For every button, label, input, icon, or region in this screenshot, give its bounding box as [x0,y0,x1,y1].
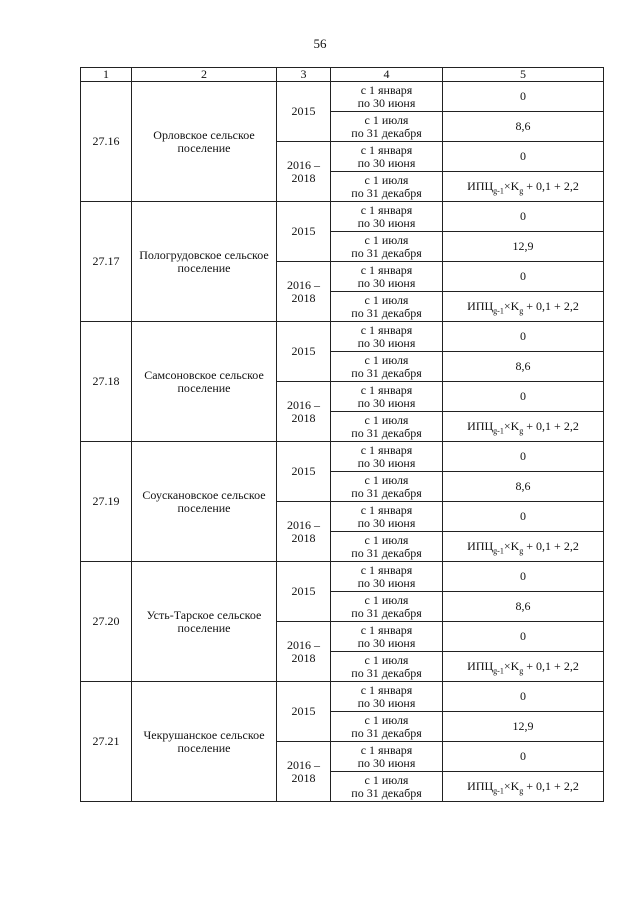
period-cell [331,142,443,172]
year-cell [277,742,331,802]
formula-tail: + 0,1 + 2,2 [523,419,579,433]
formula-base: ИПЦ [467,659,494,673]
value-cell: 0 [443,742,604,772]
tariff-table [80,67,604,802]
formula-subscript: g [519,306,524,316]
value-cell: 8,6 [443,472,604,502]
period-line: по 31 декабря [351,545,422,560]
row-number: 27.21 [81,682,132,802]
formula-tail: + 0,1 + 2,2 [523,779,579,793]
formula-subscript: g-1 [493,306,504,316]
formula-tail: + 0,1 + 2,2 [523,299,579,313]
period-line: по 30 июня [357,95,416,110]
formula-cell [443,652,604,682]
year-cell [277,322,331,382]
period-cell [331,622,443,652]
formula-cell [443,292,604,322]
formula-base: ИПЦ [467,539,494,553]
period-line: по 30 июня [357,455,416,470]
period-line: с 1 января [360,562,413,577]
period-line: с 1 января [360,742,413,757]
table-row [81,82,604,112]
table-row [81,322,604,352]
period-cell [331,592,443,622]
row-number: 27.19 [81,442,132,562]
year-line: 2016 – [287,157,320,172]
value-cell: 0 [443,442,604,472]
period-line: с 1 января [360,202,413,217]
formula-coefficient: ×K [503,539,520,553]
period-cell [331,742,443,772]
settlement-name: Орловское сельское поселение [132,82,277,202]
period-line: по 31 декабря [351,425,422,440]
period-cell [331,292,443,322]
year-cell [277,262,331,322]
period-cell [331,712,443,742]
period-line: по 30 июня [357,335,416,350]
column-header: 1 [81,68,132,82]
period-line: с 1 января [360,142,413,157]
period-line: по 31 декабря [351,365,422,380]
year-cell [277,622,331,682]
year-line: 2016 – [287,277,320,292]
formula-subscript: g-1 [493,426,504,436]
year-cell [277,382,331,442]
year-line: 2015 [291,584,316,598]
period-cell [331,562,443,592]
formula-coefficient: ×K [503,179,520,193]
formula-subscript: g [519,786,524,796]
formula-tail: + 0,1 + 2,2 [523,179,579,193]
period-line: по 31 декабря [351,485,422,500]
period-cell [331,502,443,532]
formula-tail: + 0,1 + 2,2 [523,659,579,673]
year-line: 2018 [291,530,316,545]
value-cell: 12,9 [443,712,604,742]
value-cell: 0 [443,142,604,172]
period-line: по 31 декабря [351,305,422,320]
period-line: по 31 декабря [351,605,422,620]
period-cell [331,82,443,112]
column-header: 4 [331,68,443,82]
period-cell [331,682,443,712]
year-cell [277,442,331,502]
formula-cell [443,772,604,802]
year-line: 2018 [291,410,316,425]
formula-base: ИПЦ [467,419,494,433]
column-header: 2 [132,68,277,82]
table-row [81,562,604,592]
period-cell [331,652,443,682]
settlement-name: Самсоновское сельское поселение [132,322,277,442]
formula-base: ИПЦ [467,779,494,793]
year-line: 2015 [291,464,316,478]
period-cell [331,352,443,382]
value-cell: 0 [443,622,604,652]
formula-subscript: g [519,666,524,676]
value-cell: 8,6 [443,352,604,382]
period-line: с 1 января [360,82,413,97]
period-line: по 31 декабря [351,245,422,260]
year-cell [277,502,331,562]
formula-coefficient: ×K [503,419,520,433]
year-line: 2018 [291,290,316,305]
period-line: с 1 января [360,382,413,397]
year-line: 2016 – [287,517,320,532]
formula-cell [443,412,604,442]
year-cell [277,562,331,622]
formula-coefficient: ×K [503,299,520,313]
period-line: по 30 июня [357,215,416,230]
period-cell [331,322,443,352]
row-number: 27.16 [81,82,132,202]
period-line: по 30 июня [357,395,416,410]
period-line: с 1 июля [364,652,409,667]
table-body [81,68,604,802]
year-line: 2018 [291,170,316,185]
row-number: 27.20 [81,562,132,682]
period-cell [331,442,443,472]
formula-tail: + 0,1 + 2,2 [523,539,579,553]
period-cell [331,472,443,502]
value-cell: 0 [443,682,604,712]
period-cell [331,382,443,412]
row-number: 27.17 [81,202,132,322]
value-cell: 8,6 [443,592,604,622]
period-line: по 31 декабря [351,185,422,200]
period-line: с 1 июля [364,292,409,307]
formula-base: ИПЦ [467,299,494,313]
column-header-row [81,68,604,82]
value-cell: 0 [443,82,604,112]
formula-subscript: g [519,546,524,556]
value-cell: 0 [443,562,604,592]
period-cell [331,202,443,232]
settlement-name: Пологрудовское сельское поселение [132,202,277,322]
formula-subscript: g [519,426,524,436]
value-cell: 0 [443,262,604,292]
period-line: по 30 июня [357,275,416,290]
table-row [81,442,604,472]
year-line: 2015 [291,104,316,118]
period-line: с 1 июля [364,772,409,787]
period-line: с 1 июля [364,712,409,727]
table-row [81,202,604,232]
year-line: 2018 [291,650,316,665]
year-line: 2016 – [287,397,320,412]
formula-subscript: g-1 [493,186,504,196]
period-line: по 31 декабря [351,785,422,800]
value-cell: 0 [443,322,604,352]
period-line: с 1 января [360,502,413,517]
page-number: 56 [313,36,327,51]
period-line: по 30 июня [357,635,416,650]
row-number: 27.18 [81,322,132,442]
formula-base: ИПЦ [467,179,494,193]
table-row [81,682,604,712]
column-header: 5 [443,68,604,82]
period-line: по 30 июня [357,515,416,530]
period-line: с 1 января [360,442,413,457]
period-line: по 31 декабря [351,665,422,680]
period-line: с 1 января [360,622,413,637]
period-line: по 30 июня [357,155,416,170]
year-line: 2018 [291,770,316,785]
value-cell: 0 [443,202,604,232]
period-line: с 1 января [360,682,413,697]
period-cell [331,532,443,562]
period-line: по 30 июня [357,575,416,590]
settlement-name: Соускановское сельское поселение [132,442,277,562]
formula-cell [443,172,604,202]
period-line: с 1 июля [364,352,409,367]
period-line: с 1 июля [364,412,409,427]
year-cell [277,82,331,142]
year-cell [277,142,331,202]
value-cell: 0 [443,382,604,412]
value-cell: 12,9 [443,232,604,262]
period-line: с 1 января [360,262,413,277]
period-line: с 1 июля [364,172,409,187]
year-line: 2015 [291,224,316,238]
value-cell: 0 [443,502,604,532]
column-header: 3 [277,68,331,82]
period-line: с 1 января [360,322,413,337]
period-cell [331,232,443,262]
year-cell [277,682,331,742]
period-line: с 1 июля [364,472,409,487]
year-line: 2015 [291,344,316,358]
year-line: 2016 – [287,757,320,772]
period-line: с 1 июля [364,112,409,127]
formula-subscript: g-1 [493,546,504,556]
period-line: с 1 июля [364,592,409,607]
year-cell [277,202,331,262]
period-line: по 30 июня [357,755,416,770]
settlement-name: Усть-Тарское сельское поселение [132,562,277,682]
period-cell [331,772,443,802]
period-line: по 31 декабря [351,125,422,140]
formula-subscript: g-1 [493,666,504,676]
formula-coefficient: ×K [503,659,520,673]
formula-subscript: g [519,186,524,196]
period-cell [331,172,443,202]
formula-coefficient: ×K [503,779,520,793]
year-line: 2016 – [287,637,320,652]
year-line: 2015 [291,704,316,718]
settlement-name: Чекрушанское сельское поселение [132,682,277,802]
period-line: с 1 июля [364,232,409,247]
value-cell: 8,6 [443,112,604,142]
period-line: с 1 июля [364,532,409,547]
period-line: по 30 июня [357,695,416,710]
formula-cell [443,532,604,562]
formula-subscript: g-1 [493,786,504,796]
period-cell [331,112,443,142]
period-line: по 31 декабря [351,725,422,740]
period-cell [331,262,443,292]
period-cell [331,412,443,442]
